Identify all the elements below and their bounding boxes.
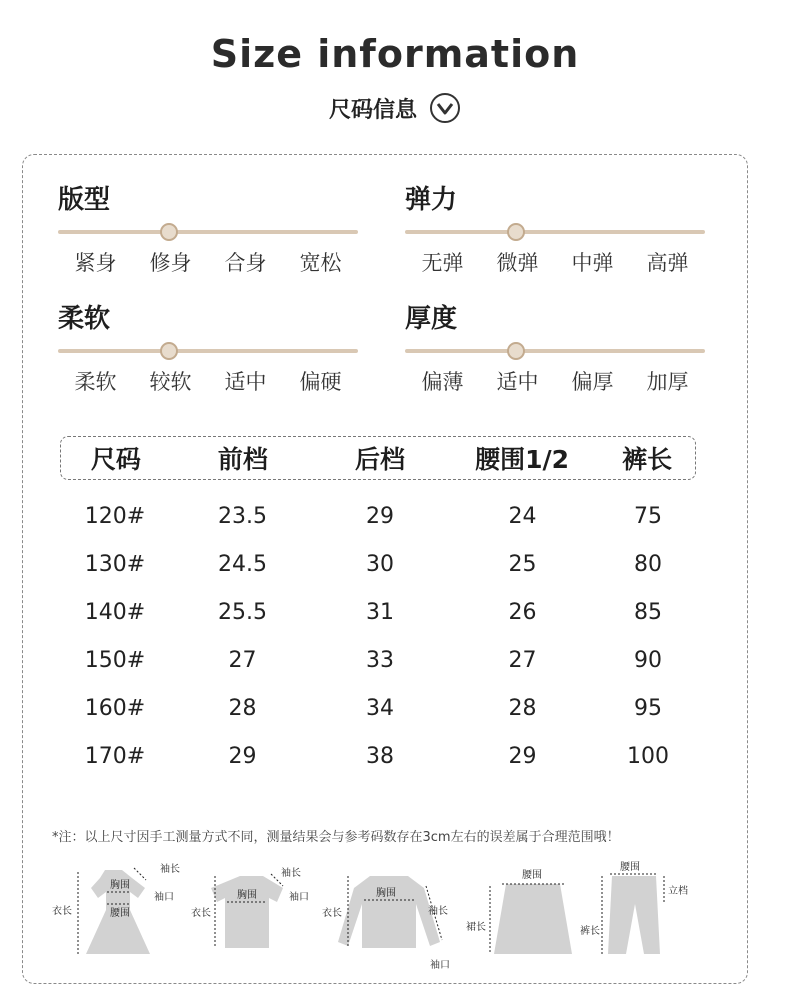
size-table-header — [60, 436, 696, 480]
label-sleeve-length: 袖长 — [281, 868, 301, 879]
attr-thickness — [405, 302, 705, 396]
label-cuff: 袖口 — [430, 960, 450, 971]
attr-title: 弹力 — [405, 185, 458, 215]
option-label: 偏厚 — [571, 370, 614, 394]
table-cell: 23.5 — [218, 503, 267, 529]
table-cell: 38 — [366, 743, 394, 769]
header-cell: 前档 — [217, 445, 268, 474]
label-body-length: 衣长 — [52, 906, 72, 917]
label-rise: 立档 — [668, 886, 688, 897]
skirt-diagram — [466, 858, 580, 978]
table-cell: 140# — [84, 599, 146, 625]
longsleeve-diagram — [320, 858, 470, 978]
label-sleeve-length: 袖长 — [160, 864, 180, 875]
table-cell: 29 — [508, 743, 537, 769]
label-waist: 腰围 — [620, 862, 640, 873]
label-cuff: 袖口 — [154, 892, 174, 903]
option-label: 适中 — [224, 370, 267, 394]
slider-knob — [160, 342, 178, 360]
attr-fit — [58, 183, 358, 277]
attr-title: 厚度 — [405, 304, 458, 334]
table-cell: 90 — [634, 647, 662, 673]
slider-knob — [507, 342, 525, 360]
table-cell: 29 — [228, 743, 257, 769]
table-cell: 95 — [634, 695, 662, 721]
table-cell: 130# — [84, 551, 146, 577]
table-row — [60, 684, 696, 732]
table-cell: 30 — [366, 551, 394, 577]
label-chest: 胸围 — [376, 888, 396, 899]
attr-title: 柔软 — [58, 304, 111, 334]
fit-slider — [58, 227, 358, 237]
table-cell: 25 — [508, 551, 537, 577]
table-cell: 26 — [508, 599, 537, 625]
option-label: 修身 — [149, 251, 192, 275]
label-cuff: 袖口 — [289, 892, 309, 903]
table-cell: 100 — [627, 743, 669, 769]
table-row — [60, 732, 696, 780]
table-cell: 33 — [366, 647, 394, 673]
label-pants-length: 裤长 — [580, 926, 600, 937]
label-sleeve-length: 袖长 — [428, 906, 448, 917]
option-label: 偏薄 — [421, 370, 464, 394]
subtitle: 尺码信息 — [328, 97, 417, 123]
table-cell: 85 — [634, 599, 662, 625]
slider-knob — [507, 223, 525, 241]
label-waist: 腰围 — [522, 870, 542, 881]
table-cell: 31 — [366, 599, 394, 625]
elasticity-slider — [405, 227, 705, 237]
tshirt-diagram — [185, 858, 315, 978]
option-label: 宽松 — [299, 251, 342, 275]
option-label: 偏硬 — [299, 370, 342, 394]
table-cell: 170# — [84, 743, 146, 769]
table-cell: 150# — [84, 647, 146, 673]
attr-elasticity — [405, 183, 705, 277]
option-label: 高弹 — [646, 251, 689, 275]
dress-diagram — [50, 858, 180, 978]
header-cell: 尺码 — [90, 445, 141, 474]
table-row — [60, 636, 696, 684]
table-cell: 27 — [228, 647, 257, 673]
table-cell: 34 — [366, 695, 394, 721]
attr-title: 版型 — [58, 185, 111, 215]
attr-softness — [58, 302, 358, 396]
measurement-diagrams — [40, 858, 730, 978]
table-row — [60, 540, 696, 588]
option-label: 较软 — [149, 370, 192, 394]
softness-slider — [58, 346, 358, 356]
subtitle-row — [0, 92, 790, 124]
option-label: 柔软 — [74, 370, 117, 394]
option-label: 适中 — [496, 370, 539, 394]
label-chest: 胸围 — [237, 890, 257, 901]
option-label: 紧身 — [74, 251, 117, 275]
table-cell: 75 — [634, 503, 662, 529]
label-chest: 胸围 — [110, 880, 130, 891]
header-cell: 后档 — [354, 445, 405, 474]
option-label: 无弹 — [421, 251, 464, 275]
option-label: 合身 — [224, 251, 267, 275]
label-body-length: 衣长 — [322, 908, 342, 919]
pants-diagram — [580, 858, 718, 978]
table-cell: 24 — [508, 503, 537, 529]
label-body-length: 衣长 — [191, 908, 211, 919]
header-cell: 腰围1/2 — [475, 445, 570, 474]
page-title: Size information — [210, 32, 580, 76]
option-label: 微弹 — [496, 251, 539, 275]
header-cell: 裤长 — [622, 445, 673, 474]
label-skirt-length: 裙长 — [466, 922, 486, 933]
table-cell: 29 — [366, 503, 394, 529]
table-cell: 120# — [84, 503, 146, 529]
thickness-slider — [405, 346, 705, 356]
table-cell: 80 — [634, 551, 662, 577]
table-cell: 25.5 — [218, 599, 267, 625]
table-cell: 28 — [228, 695, 257, 721]
slider-knob — [160, 223, 178, 241]
table-row — [60, 492, 696, 540]
measurement-note: *注：以上尺寸因手工测量方式不同，测量结果会与参考码数存在3cm左右的误差属于合理范围哦！ — [52, 830, 620, 845]
option-label: 加厚 — [646, 370, 689, 394]
label-waist: 腰围 — [110, 908, 130, 919]
chevron-down-circle-icon — [429, 92, 461, 124]
option-label: 中弹 — [571, 251, 614, 275]
table-cell: 27 — [508, 647, 537, 673]
size-table-body — [60, 492, 696, 780]
table-cell: 24.5 — [218, 551, 267, 577]
table-cell: 28 — [508, 695, 537, 721]
table-row — [60, 588, 696, 636]
table-cell: 160# — [84, 695, 146, 721]
